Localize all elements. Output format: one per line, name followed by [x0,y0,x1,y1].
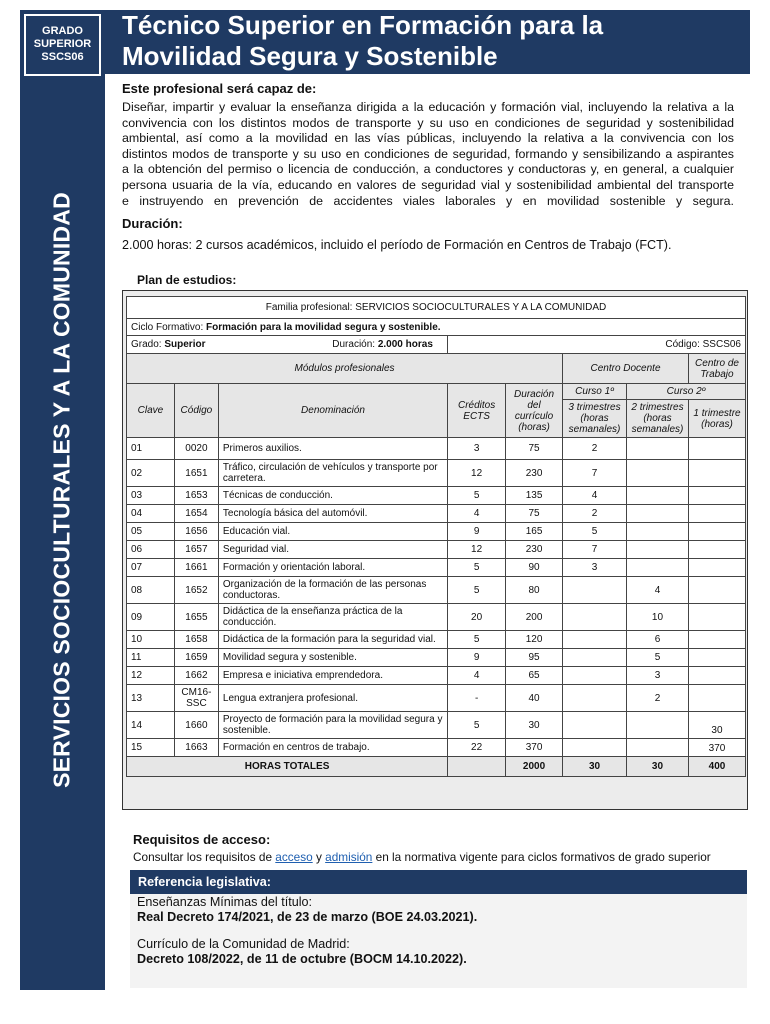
module-ects: 5 [448,577,506,604]
module-centro-trabajo [688,523,745,541]
family-vertical-label: SERVICIOS SOCIOCULTURALES Y A LA COMUNIDAD [48,192,75,788]
table-row [127,438,746,460]
module-curso1 [563,667,627,685]
duracion-label: Duración: [332,339,378,350]
module-clave: 10 [127,631,175,649]
title-line-1: Técnico Superior en Formación para la [122,10,604,40]
table-row [127,604,746,631]
module-curso1 [563,712,627,739]
module-horas: 90 [506,559,563,577]
totals-label: HORAS TOTALES [127,757,448,777]
module-clave: 09 [127,604,175,631]
grade-badge [24,14,101,76]
module-denominacion: Lengua extranjera profesional. [218,685,447,712]
module-centro-trabajo [688,487,745,505]
profile-line: Diseñar, impartir y evaluar la enseñanza dirigida a la educación y formación vial, incluyendo la relativa a la [122,100,734,114]
grado-value: Superior [164,339,206,350]
module-codigo: 1658 [174,631,218,649]
module-horas: 165 [506,523,563,541]
totals-horas: 2000 [506,757,563,777]
badge-line-grado: GRADO [42,25,83,37]
module-clave: 04 [127,505,175,523]
module-denominacion: Primeros auxilios. [218,438,447,460]
denominacion-header: Denominación [218,384,447,438]
totals-curso1: 30 [563,757,627,777]
module-curso2 [627,438,689,460]
title-line-2: Movilidad Segura y Sostenible [122,41,498,71]
grado-cell [127,336,448,354]
module-horas: 370 [506,739,563,757]
module-ects: 22 [448,739,506,757]
module-denominacion: Didáctica de la enseñanza práctica de la conducción. [218,604,447,631]
module-horas: 95 [506,649,563,667]
module-horas: 200 [506,604,563,631]
table-row [127,460,746,487]
module-horas: 40 [506,685,563,712]
curso2-header: Curso 2º [627,384,746,400]
module-denominacion: Técnicas de conducción. [218,487,447,505]
module-curso1 [563,685,627,712]
module-ects: 5 [448,631,506,649]
referencia-heading: Referencia legislativa: [130,870,747,894]
module-curso2: 6 [627,631,689,649]
module-centro-trabajo [688,541,745,559]
module-clave: 03 [127,487,175,505]
module-clave: 06 [127,541,175,559]
module-centro-trabajo [688,649,745,667]
module-denominacion: Movilidad segura y sostenible. [218,649,447,667]
profile-heading: Este profesional será capaz de: [122,81,317,96]
ciclo-label: Ciclo Formativo: [131,321,207,333]
module-codigo: 1654 [174,505,218,523]
table-row [127,712,746,739]
module-curso2 [627,712,689,739]
familia-cell: Familia profesional: SERVICIOS SOCIOCULTURALES Y A LA COMUNIDAD [127,297,746,319]
module-curso1: 5 [563,523,627,541]
module-ects: 12 [448,460,506,487]
module-curso2 [627,523,689,541]
page-title [122,10,707,72]
module-horas: 230 [506,460,563,487]
module-codigo: 1655 [174,604,218,631]
module-horas: 230 [506,541,563,559]
module-centro-trabajo: 30 [688,712,745,739]
grado-label: Grado: [131,339,165,350]
table-row [127,505,746,523]
module-horas: 80 [506,577,563,604]
centro-trabajo-header: Centro de Trabajo [688,354,745,384]
module-centro-trabajo [688,667,745,685]
module-curso2: 10 [627,604,689,631]
module-ects: 4 [448,505,506,523]
module-denominacion: Tecnología básica del automóvil. [218,505,447,523]
module-curso1: 3 [563,559,627,577]
module-codigo: CM16-SSC [174,685,218,712]
ensenanzas-value: Real Decreto 174/2021, de 23 de marzo (BOE 24.03.2021). [137,910,478,924]
modulos-header: Módulos profesionales [127,354,563,384]
creditos-header: Créditos ECTS [448,384,506,438]
module-curso2 [627,487,689,505]
module-codigo: 1652 [174,577,218,604]
module-curso2 [627,559,689,577]
centro-docente-header: Centro Docente [563,354,689,384]
module-ects: 5 [448,487,506,505]
module-centro-trabajo [688,631,745,649]
table-row [127,649,746,667]
module-codigo: 1662 [174,667,218,685]
ciclo-cell [127,319,746,336]
table-row [127,667,746,685]
module-horas: 30 [506,712,563,739]
table-row [127,631,746,649]
requisitos-text-mid: y [312,850,326,864]
table-row [127,541,746,559]
module-clave: 08 [127,577,175,604]
module-clave: 01 [127,438,175,460]
module-denominacion: Didáctica de la formación para la seguridad vial. [218,631,447,649]
badge-line-code: SSCS06 [41,51,84,63]
module-denominacion: Formación en centros de trabajo. [218,739,447,757]
module-horas: 135 [506,487,563,505]
codigo-cell: Código: SSCS06 [448,336,746,354]
module-codigo: 1659 [174,649,218,667]
table-row [127,577,746,604]
requisitos-heading: Requisitos de acceso: [133,832,271,847]
module-curso2 [627,739,689,757]
module-denominacion: Tráfico, circulación de vehículos y transporte por carretera. [218,460,447,487]
module-clave: 02 [127,460,175,487]
totals-ects-empty [448,757,506,777]
profile-line: ambiental, así como a la movilidad en las vías públicas, incluyendo la relativa a la convivencia con los [122,131,734,146]
module-clave: 11 [127,649,175,667]
module-codigo: 1660 [174,712,218,739]
duration-text: 2.000 horas: 2 cursos académicos, incluido el período de Formación en Centros de Trabajo (FCT). [122,238,672,252]
module-clave: 07 [127,559,175,577]
module-centro-trabajo [688,505,745,523]
duracion-header: Duración del currículo (horas) [506,384,563,438]
requisitos-text-after: en la normativa vigente para ciclos formativos de grado superior [372,850,711,864]
table-row [127,739,746,757]
curriculo-label: Currículo de la Comunidad de Madrid: [137,937,350,951]
curriculo-value: Decreto 108/2022, de 11 de octubre (BOCM 14.10.2022). [137,952,467,966]
module-ects: 9 [448,523,506,541]
module-ects: 9 [448,649,506,667]
module-denominacion: Educación vial. [218,523,447,541]
module-clave: 15 [127,739,175,757]
module-codigo: 0020 [174,438,218,460]
module-curso1 [563,604,627,631]
module-curso2: 4 [627,577,689,604]
clave-header: Clave [127,384,175,438]
module-ects: - [448,685,506,712]
table-row [127,685,746,712]
codigo-header: Código [174,384,218,438]
module-curso1 [563,577,627,604]
module-codigo: 1656 [174,523,218,541]
plan-heading: Plan de estudios: [137,273,237,287]
module-denominacion: Organización de la formación de las personas conductoras. [218,577,447,604]
module-horas: 65 [506,667,563,685]
module-codigo: 1651 [174,460,218,487]
module-codigo: 1663 [174,739,218,757]
curso1-header: Curso 1º [563,384,627,400]
profile-line: a la obtención del permiso o licencia de conducción, a conductores y conductoras y, en general, a cualquier [122,162,734,177]
module-codigo: 1653 [174,487,218,505]
profile-line: convivencia con los distintos modos de transporte y su uso en condiciones de seguridad y sostenibilidad [122,115,734,130]
module-ects: 20 [448,604,506,631]
module-clave: 12 [127,667,175,685]
totals-row [127,757,746,777]
module-horas: 120 [506,631,563,649]
module-centro-trabajo [688,438,745,460]
module-curso1: 7 [563,460,627,487]
table-row [127,559,746,577]
duracion-value: 2.000 horas [377,339,433,350]
module-centro-trabajo [688,685,745,712]
duration-heading: Duración: [122,216,183,231]
module-centro-trabajo [688,577,745,604]
module-denominacion: Seguridad vial. [218,541,447,559]
centro-trabajo-subheader: 1 trimestre (horas) [688,400,745,438]
requisitos-text [133,850,711,864]
module-ects: 5 [448,559,506,577]
profile-line: persona usuaria de la vía, educando en valores de seguridad vial y sostenibilidad ambiental del transporte [122,177,734,192]
curso2-subheader: 2 trimestres (horas semanales) [627,400,689,438]
module-centro-trabajo [688,559,745,577]
module-curso2 [627,505,689,523]
module-curso2: 3 [627,667,689,685]
module-horas: 75 [506,438,563,460]
module-curso2: 5 [627,649,689,667]
profile-paragraph [122,100,734,209]
totals-curso2: 30 [627,757,689,777]
table-row [127,487,746,505]
profile-line: e instruyendo en prevención de accidentes viales laborales y en movilidad sostenible y segura. [122,193,734,208]
module-clave: 05 [127,523,175,541]
module-ects: 12 [448,541,506,559]
module-curso2: 2 [627,685,689,712]
module-curso1: 4 [563,487,627,505]
module-ects: 5 [448,712,506,739]
module-centro-trabajo [688,604,745,631]
ciclo-value: Formación para la movilidad segura y sostenible. [206,321,441,333]
module-centro-trabajo [688,460,745,487]
module-horas: 75 [506,505,563,523]
badge-line-superior: SUPERIOR [33,38,92,50]
module-denominacion: Proyecto de formación para la movilidad segura y sostenible. [218,712,447,739]
curso1-subheader: 3 trimestres (horas semanales) [563,400,627,438]
table-row [127,523,746,541]
acceso-link[interactable]: acceso [275,850,313,864]
module-curso1 [563,649,627,667]
module-ects: 4 [448,667,506,685]
module-curso2 [627,460,689,487]
totals-centro-trabajo: 400 [688,757,745,777]
ensenanzas-label: Enseñanzas Mínimas del título: [137,895,313,909]
requisitos-text-before: Consultar los requisitos de [133,850,276,864]
module-clave: 13 [127,685,175,712]
module-curso1: 7 [563,541,627,559]
module-codigo: 1657 [174,541,218,559]
profile-line: distintos modos de transporte y su uso en condiciones de seguridad, formando y sensibilizando a aspirantes [122,146,734,161]
module-curso1 [563,739,627,757]
module-codigo: 1661 [174,559,218,577]
module-clave: 14 [127,712,175,739]
module-ects: 3 [448,438,506,460]
module-curso1 [563,631,627,649]
study-plan-table [126,296,746,777]
module-curso1: 2 [563,505,627,523]
module-curso2 [627,541,689,559]
module-curso1: 2 [563,438,627,460]
module-denominacion: Empresa e iniciativa emprendedora. [218,667,447,685]
module-denominacion: Formación y orientación laboral. [218,559,447,577]
admision-link[interactable]: admisión [325,850,373,864]
module-centro-trabajo: 370 [688,739,745,757]
